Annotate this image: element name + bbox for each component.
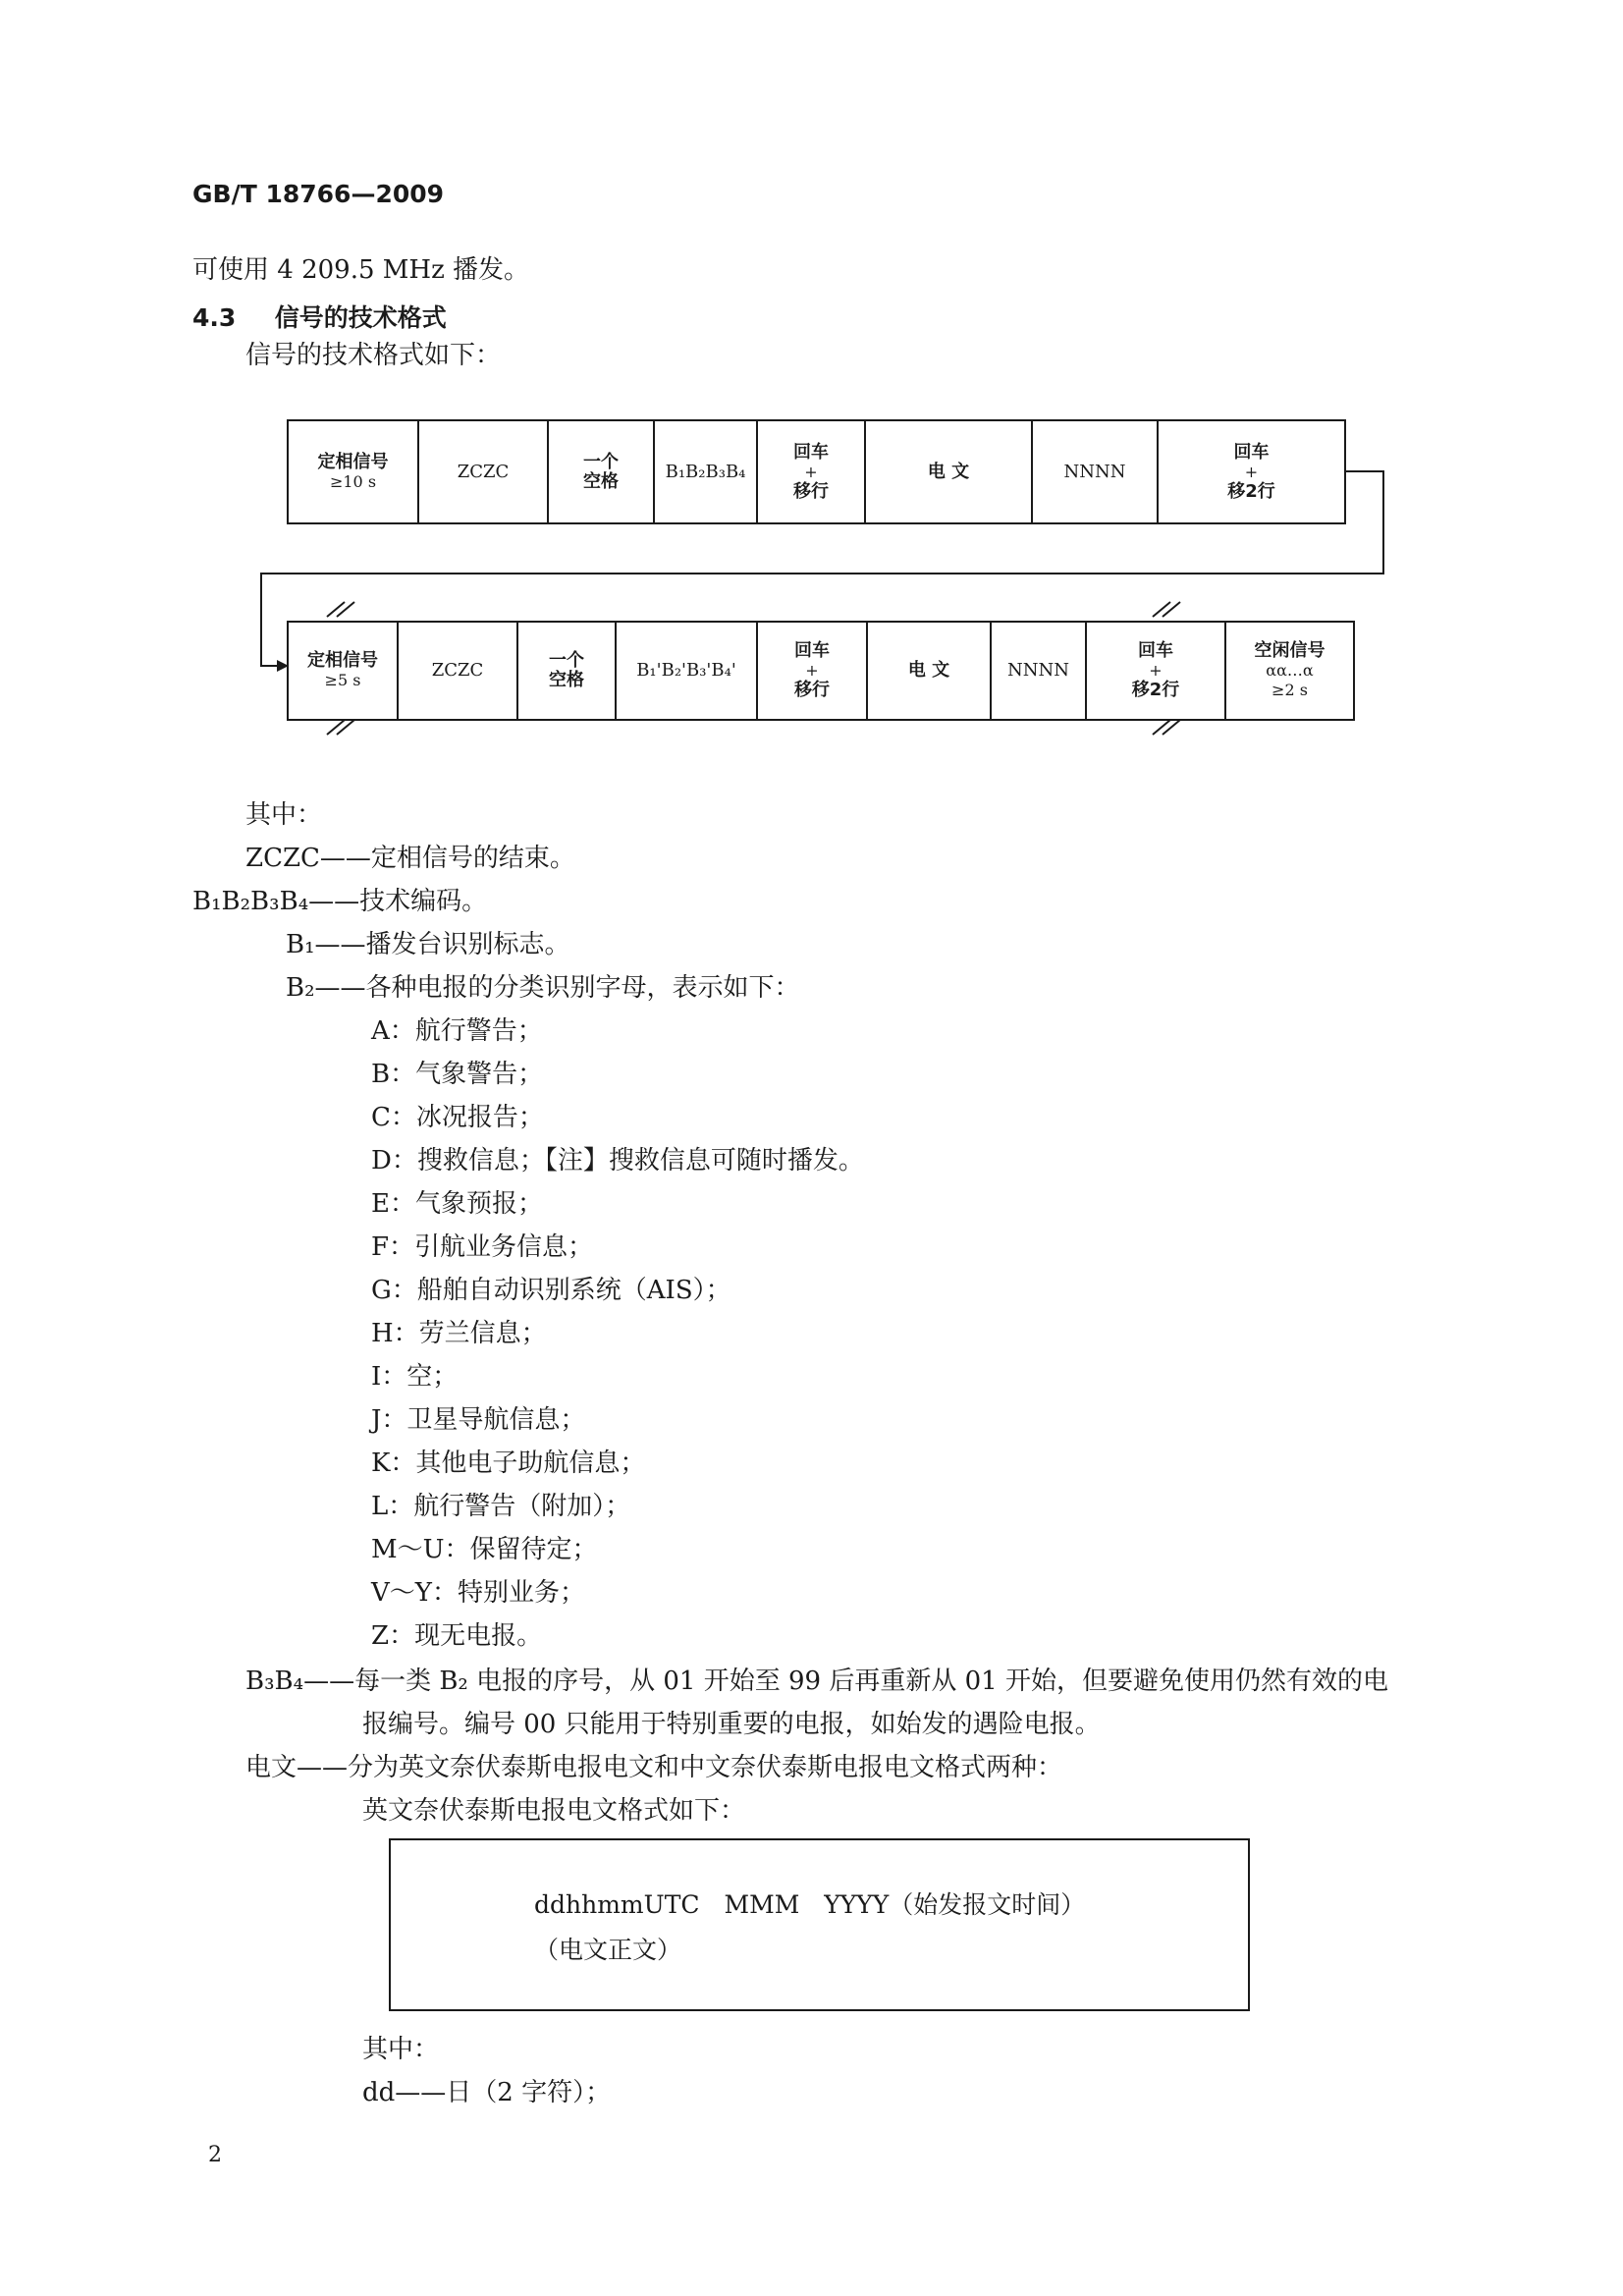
row1-cell-message [865, 420, 1032, 523]
row2-cell-space [517, 622, 616, 720]
cell-text: B₁B₂B₃B₄ [665, 461, 746, 482]
def-b1 [286, 928, 570, 961]
row2-cell-zczc [398, 622, 517, 720]
lead-text: 信号的技术格式如下： [245, 341, 502, 370]
list-item: E：气象预报； [371, 1189, 543, 1219]
list-item: M～U：保留待定； [371, 1535, 598, 1564]
row2-cell-message [867, 622, 991, 720]
telegram-def: 电文——分为英文奈伏泰斯电报电文和中文奈伏泰斯电报电文格式两种： [245, 1753, 1063, 1782]
def-b3b4 [245, 1665, 1388, 1698]
def-desc: ——技术编码。 [308, 887, 488, 916]
def-b1234 [192, 885, 487, 918]
row1-cell-cr-lf [757, 420, 865, 523]
list-item: B：气象警告； [371, 1060, 544, 1089]
where-label: 其中： [245, 800, 323, 830]
cell-text: 空格 [549, 670, 584, 690]
format-box [389, 1838, 1250, 2011]
list-item: I：空； [371, 1362, 459, 1392]
cell-text: + [804, 462, 818, 481]
row2-cell-phasing [288, 622, 398, 720]
cell-text: 定相信号 [317, 451, 389, 472]
dd-def: dd——日（2 字符）； [362, 2078, 612, 2107]
cell-text: 定相信号 [307, 650, 378, 671]
def-b2 [286, 971, 800, 1005]
def-desc: ——每一类 B₂ 电报的序号，从 01 开始至 99 后再重新从 01 开始，但要避免使用仍然有效的电 [303, 1667, 1388, 1696]
row1-cell-space [548, 420, 654, 523]
row1-cell-cr-2lf [1158, 420, 1345, 523]
cell-text: 移2行 [1131, 680, 1180, 700]
cell-text: 移行 [794, 680, 830, 700]
list-item: J：卫星导航信息； [371, 1405, 586, 1435]
def-term: B₂ [286, 973, 315, 1003]
def-zczc [245, 842, 575, 875]
def-desc: ——各种电报的分类识别字母，表示如下： [314, 973, 800, 1003]
def-term: ZCZC [245, 844, 320, 873]
format-line-2: （电文正文） [534, 1936, 682, 1964]
standard-header: GB/T 18766—2009 [192, 180, 445, 208]
list-item: H：劳兰信息； [371, 1319, 547, 1348]
cell-text: 移行 [793, 480, 829, 502]
list-item: K：其他电子助航信息； [371, 1449, 646, 1478]
where-label-2: 其中： [362, 2035, 440, 2064]
format-line-1: ddhhmmUTC MMM YYYY（始发报文时间） [534, 1890, 1086, 1919]
row2-cell-cr-2lf [1086, 622, 1225, 720]
intro-line: 可使用 4 209.5 MHz 播发。 [192, 255, 530, 285]
list-item: Z：现无电报。 [371, 1621, 543, 1651]
cell-text: NNNN [1007, 660, 1069, 681]
cell-text: 回车 [793, 441, 829, 463]
def-term: B₃B₄ [245, 1667, 304, 1696]
def-desc: ——播发台识别标志。 [314, 930, 570, 959]
cell-text: NNNN [1063, 461, 1126, 482]
cell-text: 回车 [794, 640, 830, 661]
row1-cell-phasing [288, 420, 418, 523]
cell-text: 移2行 [1227, 480, 1275, 502]
cell-text: 一个 [583, 451, 619, 472]
cell-text: ≥10 s [329, 471, 377, 491]
list-item: G：船舶自动识别系统（AIS）； [371, 1276, 731, 1305]
cell-text: 回车 [1138, 640, 1173, 661]
row2-cell-cr-lf [757, 622, 867, 720]
list-item: C：冰况报告； [371, 1103, 544, 1132]
category-list [371, 1014, 864, 1663]
list-item: D：搜救信息；【注】搜救信息可随时播发。 [371, 1146, 864, 1175]
list-item: F：引航业务信息； [371, 1232, 594, 1262]
row1-cell-zczc [418, 420, 548, 523]
cell-text: αα…α [1266, 661, 1314, 680]
row2-cell-nnnn [991, 622, 1086, 720]
section-number: 4.3 [192, 303, 237, 332]
list-item: L：航行警告（附加）； [371, 1492, 631, 1521]
cell-text: + [1244, 462, 1259, 481]
cell-text: ≥2 s [1271, 681, 1308, 699]
cell-text: 一个 [549, 650, 584, 671]
cell-text: ZCZC [431, 660, 484, 681]
cell-text: + [805, 661, 819, 680]
cell-text: 回车 [1233, 441, 1270, 463]
cell-text: 空格 [583, 470, 619, 492]
telegram-format-lead: 英文奈伏泰斯电报电文格式如下： [362, 1796, 746, 1826]
cell-text: 空闲信号 [1254, 640, 1325, 661]
list-item: A：航行警告； [371, 1016, 543, 1046]
def-term: B₁B₂B₃B₄ [192, 887, 309, 916]
def-b3b4-cont: 报编号。编号 00 只能用于特别重要的电报，如始发的遇险电报。 [362, 1710, 1101, 1739]
cell-text: ZCZC [457, 461, 510, 482]
def-desc: ——定相信号的结束。 [319, 844, 575, 873]
row1-cell-b1234 [654, 420, 757, 523]
page-number: 2 [208, 2143, 222, 2167]
cell-text: 电 文 [907, 660, 950, 681]
cell-text: + [1149, 661, 1163, 680]
list-item: V～Y：特别业务； [371, 1578, 585, 1608]
cell-text: ≥5 s [324, 671, 361, 689]
section-title: 信号的技术格式 [274, 303, 447, 332]
row2-cell-b1234-prime [616, 622, 757, 720]
cell-text: B₁'B₂'B₃'B₄' [636, 660, 736, 681]
row1-cell-nnnn [1032, 420, 1158, 523]
def-term: B₁ [286, 930, 315, 959]
cell-text: 电 文 [927, 461, 970, 482]
row2-cell-idle [1225, 622, 1354, 720]
